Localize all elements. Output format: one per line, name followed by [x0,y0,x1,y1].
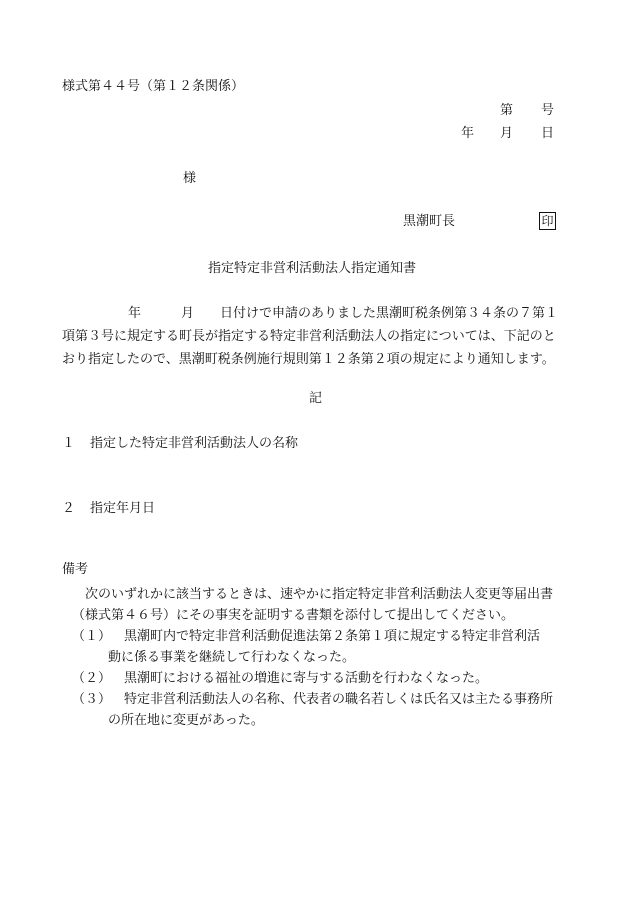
form-number: 様式第４４号（第１２条関係） [62,79,245,94]
item-2-label: 指定年月日 [90,501,156,516]
issue-number-dai: 第 [500,103,514,118]
body-month-label: 月 [181,306,195,321]
issue-number-go: 号 [541,103,555,118]
body-year-label: 年 [128,306,142,321]
recipient-honorific: 様 [183,171,197,186]
condition-3 [62,689,582,710]
date-month-label: 月 [500,126,514,141]
condition-2 [62,668,582,689]
condition-3-line-2: の所在地に変更があった。 [108,713,264,728]
document-title: 指定特定非営利活動法人指定通知書 [208,261,417,276]
body-line-3: おり指定したので、黒潮町税条例施行規則第１２条第２項の規定により通知します。 [62,352,555,367]
date-year-label: 年 [461,126,475,141]
condition-1-label: （１） [72,629,112,644]
item-2-number: ２ [62,501,76,516]
condition-3-label: （３） [72,692,112,707]
body-line-1 [62,302,572,325]
ki-heading: 記 [309,391,323,406]
item-2 [62,502,155,515]
condition-2-label: （２） [72,671,112,686]
condition-1-line-1: 黒潮町内で特定非営利活動促進法第２条第１項に規定する特定非営利活 [124,629,541,644]
condition-2-line-1: 黒潮町における福祉の増進に寄与する活動を行わなくなった。 [124,671,489,686]
seal-mark: 印 [539,212,556,230]
condition-3-line-1: 特定非営利活動法人の名称、代表者の職名若しくは氏名又は主たる事務所 [124,692,554,707]
date-day-label: 日 [541,126,555,141]
item-1-number: １ [62,436,76,451]
condition-1-line-2: 動に係る事業を継続して行わなくなった。 [108,650,356,665]
body-paragraph [62,302,572,371]
body-line-2: 項第３号に規定する町長が指定する特定非営利活動法人の指定については、下記のと [62,329,556,344]
notes-heading: 備考 [62,562,89,577]
notes-intro-line-2: （様式第４６号）にその事実を証明する書類を添付して提出してください。 [72,608,515,623]
condition-1 [62,626,582,647]
notes-intro-line-1: 次のいずれかに該当するときは、速やかに指定特定非営利活動法人変更等届出書 [85,587,554,602]
item-1-label: 指定した特定非営利活動法人の名称 [90,436,299,451]
body-line-1-text: 日付けで申請のありました黒潮町税条例第３４条の７第１ [220,306,559,321]
item-1 [62,437,298,450]
issuer-title: 黒潮町長 [403,214,456,229]
notes-block [62,584,582,731]
